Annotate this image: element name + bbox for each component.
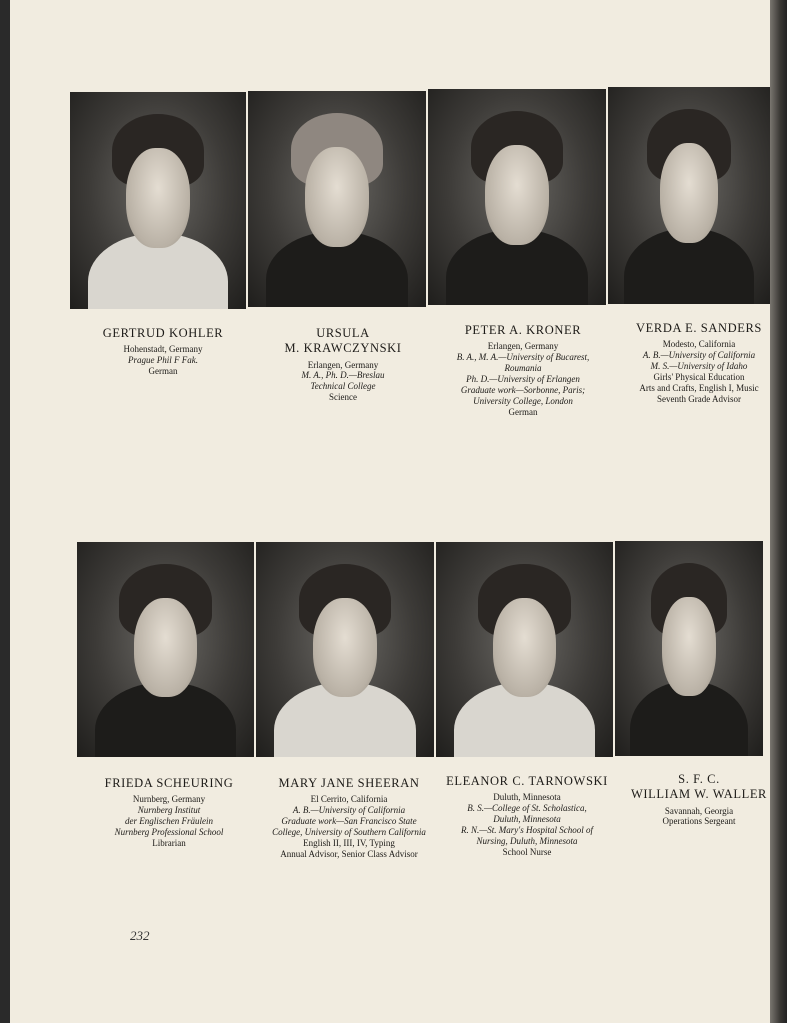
caption-sheeran bbox=[256, 776, 442, 860]
hometown: Modesto, California bbox=[662, 339, 736, 350]
degree-line: University College, London bbox=[473, 396, 573, 407]
person-name: GERTRUD KOHLER bbox=[102, 326, 224, 340]
degree-line: Technical College bbox=[310, 381, 376, 392]
subject: German bbox=[508, 407, 538, 418]
subject: German bbox=[148, 366, 178, 377]
portrait-photo-krawczynski bbox=[248, 91, 426, 307]
caption-sanders bbox=[628, 321, 770, 405]
portrait-photo-sanders bbox=[608, 87, 770, 304]
subject: Arts and Crafts, English I, Music bbox=[639, 383, 759, 394]
degree-line: A. B.—University of California bbox=[292, 805, 406, 816]
caption-waller bbox=[628, 772, 770, 827]
portrait-photo-kohler bbox=[70, 92, 246, 309]
caption-kroner bbox=[430, 323, 616, 418]
degree-line: R. N.—St. Mary's Hospital School of bbox=[461, 825, 593, 836]
degree-line: Duluth, Minnesota bbox=[493, 814, 561, 825]
degree-line: Nurnberg Professional School bbox=[114, 827, 224, 838]
degree-line: Prague Phil F Fak. bbox=[128, 355, 198, 366]
subject: English II, III, IV, Typing bbox=[303, 838, 395, 849]
hometown: Erlangen, Germany bbox=[487, 341, 559, 352]
caption-krawczynski bbox=[260, 326, 426, 403]
degree-line: M. S.—University of Idaho bbox=[650, 361, 748, 372]
degree-line: Roumania bbox=[504, 363, 542, 374]
person-name: VERDA E. SANDERS bbox=[636, 321, 762, 335]
portrait-photo-scheuring bbox=[77, 542, 254, 757]
portrait-photo-kroner bbox=[428, 89, 606, 305]
person-name: PETER A. KRONER bbox=[464, 323, 582, 337]
person-name: ELEANOR C. TARNOWSKI bbox=[446, 774, 608, 788]
degree-line: College, University of Southern California bbox=[272, 827, 426, 838]
degree-line: B. S.—College of St. Scholastica, bbox=[467, 803, 587, 814]
hometown: Duluth, Minnesota bbox=[493, 792, 561, 803]
page-edge bbox=[770, 0, 787, 1023]
subject: Librarian bbox=[152, 838, 186, 849]
caption-scheuring bbox=[84, 776, 254, 849]
subject: Operations Sergeant bbox=[662, 816, 736, 827]
subject: School Nurse bbox=[502, 847, 552, 858]
degree-line: Nursing, Duluth, Minnesota bbox=[476, 836, 578, 847]
person-name: FRIEDA SCHEURING bbox=[104, 776, 234, 790]
hometown: El Cerrito, California bbox=[310, 794, 388, 805]
degree-line: Ph. D.—University of Erlangen bbox=[466, 374, 580, 385]
caption-kohler bbox=[78, 326, 248, 377]
advisor-role: Seventh Grade Advisor bbox=[657, 394, 741, 405]
hometown: Savannah, Georgia bbox=[664, 805, 734, 816]
subject: Girls' Physical Education bbox=[653, 372, 745, 383]
hometown: Hohenstadt, Germany bbox=[123, 344, 203, 355]
degree-line: Graduate work—San Francisco State bbox=[281, 816, 417, 827]
hometown: Erlangen, Germany bbox=[307, 359, 379, 370]
person-name: WILLIAM W. WALLER bbox=[631, 787, 767, 802]
degree-line: M. A., Ph. D.—Breslau bbox=[301, 370, 385, 381]
page-number: 232 bbox=[130, 928, 150, 943]
portrait-photo-tarnowski bbox=[436, 542, 613, 757]
person-rank: S. F. C. bbox=[678, 772, 720, 786]
portrait-photo-sheeran bbox=[256, 542, 434, 757]
caption-tarnowski bbox=[436, 774, 618, 858]
subject: Science bbox=[329, 392, 357, 403]
advisor-role: Annual Advisor, Senior Class Advisor bbox=[280, 849, 418, 860]
degree-line: Nurnberg Institut bbox=[137, 805, 201, 816]
degree-line: A. B.—University of California bbox=[642, 350, 756, 361]
person-name: MARY JANE SHEERAN bbox=[278, 776, 420, 790]
portrait-photo-waller bbox=[615, 541, 763, 756]
degree-line: B. A., M. A.—University of Bucarest, bbox=[456, 352, 590, 363]
degree-line: Graduate work—Sorbonne, Paris; bbox=[460, 385, 586, 396]
person-name-line2: M. KRAWCZYNSKI bbox=[284, 341, 402, 356]
hometown: Nurnberg, Germany bbox=[132, 794, 206, 805]
person-name: URSULA bbox=[316, 326, 370, 340]
degree-line: der Englischen Fräulein bbox=[125, 816, 213, 827]
